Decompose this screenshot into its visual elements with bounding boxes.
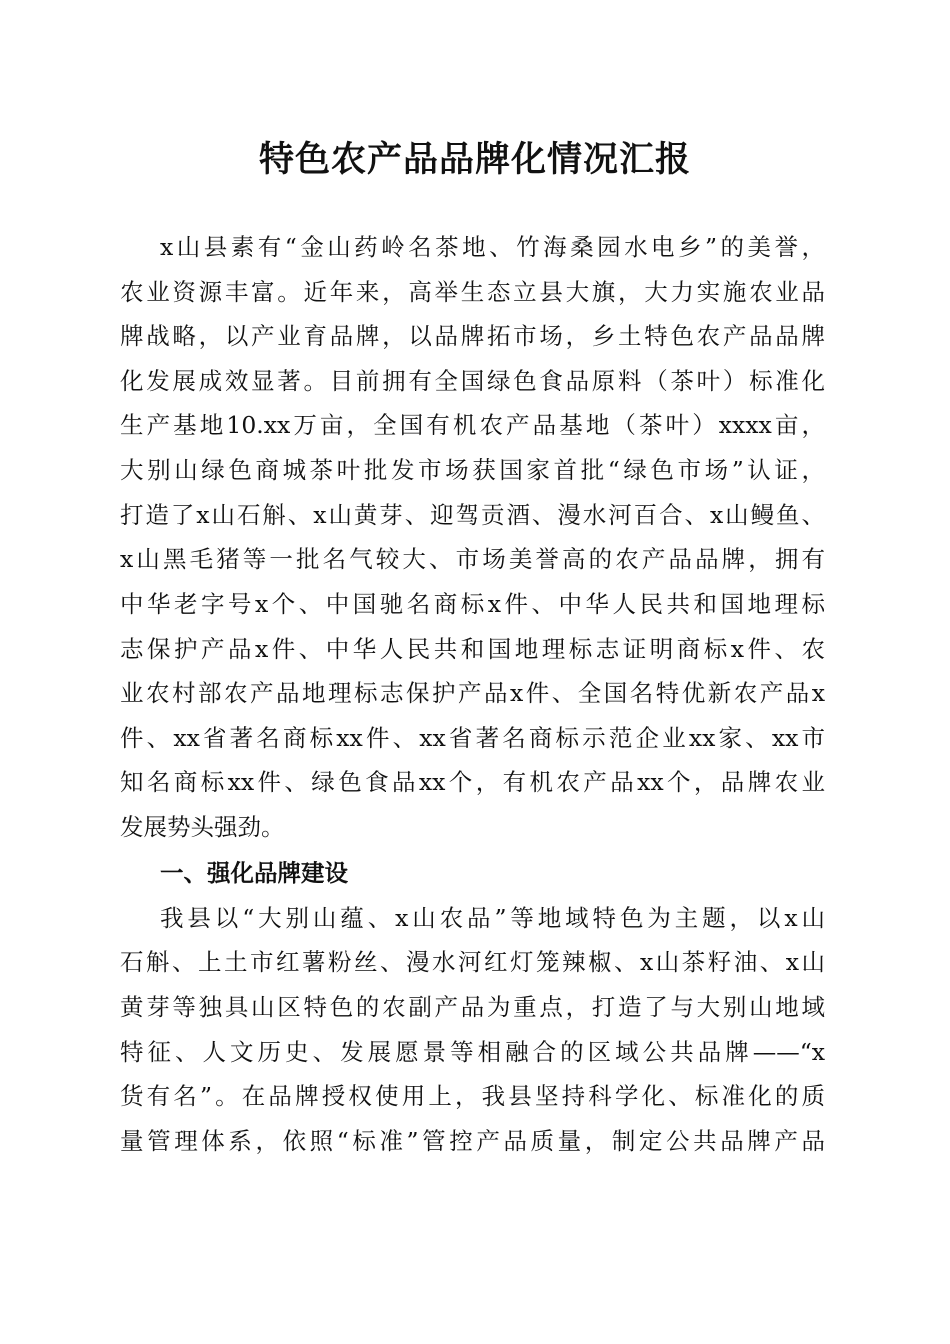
section-1-line-2: 石斛、上土市红薯粉丝、漫水河红灯笼辣椒、x山茶籽油、x山 (120, 948, 825, 976)
intro-line-1: x山县素有“金山药岭名茶地、竹海桑园水电乡”的美誉， (160, 233, 825, 261)
section-1-line-6: 量管理体系，依照“标准”管控产品质量，制定公共品牌产品 (120, 1127, 825, 1155)
intro-line-6: 大别山绿色商城茶叶批发市场获国家首批“绿色市场”认证， (120, 456, 825, 484)
intro-line-5: 生产基地10.xx万亩，全国有机农产品基地（茶叶）xxxx亩， (120, 411, 825, 439)
intro-line-7: 打造了x山石斛、x山黄芽、迎驾贡酒、漫水河百合、x山鳗鱼、 (120, 501, 825, 529)
section-1-line-1: 我县以“大别山蕴、x山农品”等地域特色为主题，以x山 (160, 904, 825, 932)
intro-line-10: 志保护产品x件、中华人民共和国地理标志证明商标x件、农 (120, 635, 825, 663)
intro-line-14: 发展势头强劲。 (120, 813, 285, 841)
intro-line-11: 业农村部农产品地理标志保护产品x件、全国名特优新农产品x (120, 679, 825, 707)
section-heading-1: 一、强化品牌建设 (160, 859, 348, 887)
intro-line-13: 知名商标xx件、绿色食品xx个，有机农产品xx个，品牌农业 (120, 768, 825, 796)
intro-line-4: 化发展成效显著。目前拥有全国绿色食品原料（茶叶）标准化 (120, 367, 825, 395)
intro-line-2: 农业资源丰富。近年来，高举生态立县大旗，大力实施农业品 (120, 278, 825, 306)
intro-line-8: x山黑毛猪等一批名气较大、市场美誉高的农产品品牌，拥有 (120, 545, 825, 573)
section-1-line-3: 黄芽等独具山区特色的农副产品为重点，打造了与大别山地域 (120, 993, 825, 1021)
intro-line-12: 件、xx省著名商标xx件、xx省著名商标示范企业xx家、xx市 (120, 724, 825, 752)
document-title: 特色农产品品牌化情况汇报 (258, 139, 691, 180)
intro-line-3: 牌战略，以产业育品牌，以品牌拓市场，乡土特色农产品品牌 (120, 322, 825, 350)
intro-line-9: 中华老字号x个、中国驰名商标x件、中华人民共和国地理标 (120, 590, 825, 618)
section-1-line-5: 货有名”。在品牌授权使用上，我县坚持科学化、标准化的质 (120, 1082, 825, 1110)
section-1-line-4: 特征、人文历史、发展愿景等相融合的区域公共品牌——“x (120, 1038, 825, 1066)
